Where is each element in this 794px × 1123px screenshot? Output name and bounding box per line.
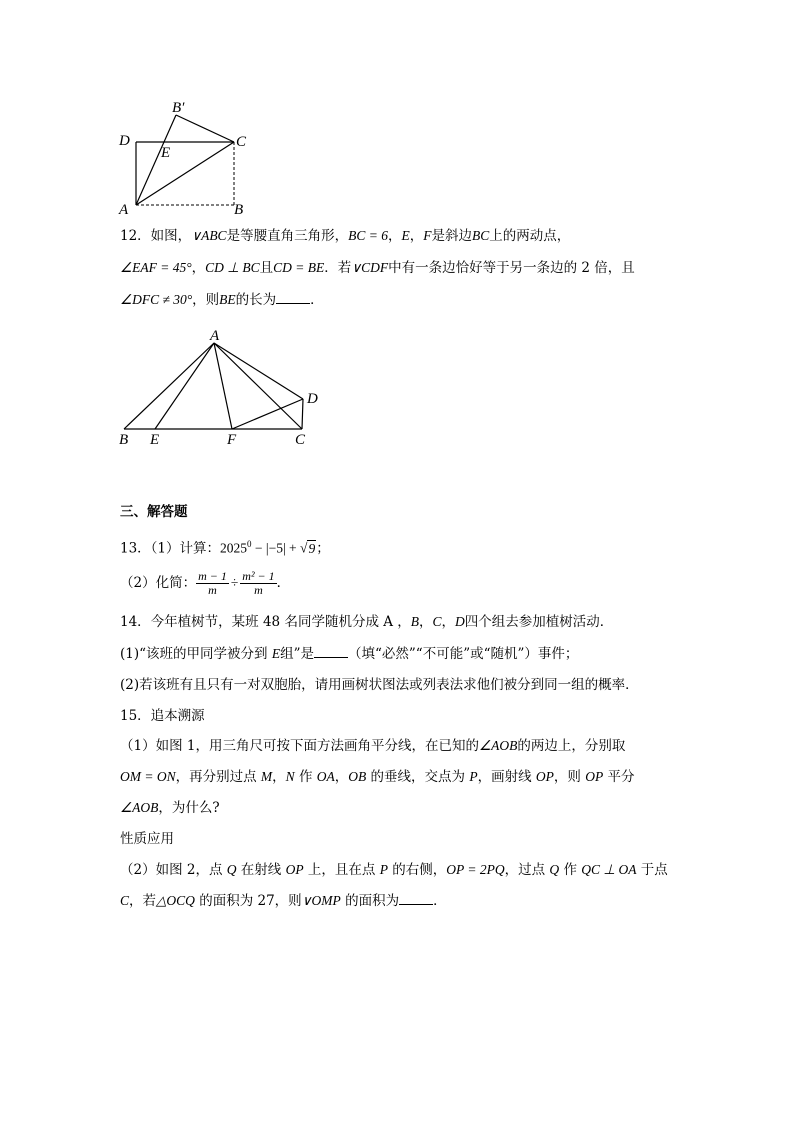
text: ． bbox=[276, 575, 291, 591]
section-3-heading: 三、解答题 bbox=[120, 504, 188, 520]
q15-title: 15．追本溯源 bbox=[120, 708, 205, 724]
math-sqrt-9: 9 bbox=[308, 540, 316, 556]
text: ， bbox=[191, 260, 206, 276]
text: 的两边上，分别取 bbox=[517, 738, 626, 754]
text: 的右侧， bbox=[387, 862, 447, 878]
answer-blank bbox=[276, 291, 310, 304]
math-f: F bbox=[423, 228, 432, 243]
math-op: OP bbox=[285, 862, 304, 877]
q14-part-2: (2)若该班有且只有一对双胞胎，请用画树状图法或列表法求他们被分到同一组的概率． bbox=[120, 677, 639, 693]
q14-part-1 bbox=[120, 644, 578, 664]
label-c: C bbox=[236, 134, 247, 150]
text: ，再分别过点 bbox=[175, 769, 261, 785]
text: ， bbox=[409, 228, 424, 244]
figure-rectangle-fold bbox=[110, 95, 260, 220]
math-angle-dfc: ∠DFC ≠ 30° bbox=[120, 292, 193, 307]
figure-triangle-abc bbox=[110, 325, 330, 450]
math-bc-6: BC = 6 bbox=[348, 228, 388, 243]
math-c: C bbox=[120, 893, 130, 908]
text: ， bbox=[441, 614, 456, 630]
text: 是斜边 bbox=[431, 228, 472, 244]
math-c: C bbox=[432, 614, 442, 629]
text: 在射线 bbox=[236, 862, 286, 878]
text: ，为什么? bbox=[158, 800, 220, 816]
fraction-denominator: m bbox=[254, 583, 263, 597]
text: 上的两动点， bbox=[489, 228, 571, 244]
text: 是等腰直角三角形， bbox=[226, 228, 349, 244]
math-p: P bbox=[469, 769, 478, 784]
math-om-eq-on: OM = ON bbox=[120, 769, 176, 784]
text: （1）如图 1，用三角尺可按下面方法画角平分线，在已知的 bbox=[120, 738, 479, 754]
text: （填“必然”“不可能”或“随机”）事件； bbox=[347, 646, 579, 662]
text: ，则 bbox=[192, 292, 220, 308]
math-be: BE bbox=[219, 292, 236, 307]
math-oa: OA bbox=[316, 769, 335, 784]
math-op: OP bbox=[535, 769, 554, 784]
text: 于点 bbox=[636, 862, 668, 878]
q15-p2-line-2 bbox=[120, 891, 447, 911]
math-e: E bbox=[401, 228, 410, 243]
label-e: E bbox=[161, 145, 171, 161]
math-q: Q bbox=[549, 862, 560, 877]
math-qc-perp-oa: QC ⊥ OA bbox=[581, 862, 637, 877]
segment-ad bbox=[214, 343, 303, 399]
segment-cd bbox=[302, 399, 303, 429]
segment-ae bbox=[155, 343, 214, 429]
text: 上，且在点 bbox=[303, 862, 380, 878]
text: 且 bbox=[259, 260, 274, 276]
text: ． bbox=[433, 893, 447, 909]
fraction-numerator: m² − 1 bbox=[242, 569, 275, 583]
segment-ac bbox=[214, 343, 302, 429]
label-c: C bbox=[295, 432, 306, 448]
math-n: N bbox=[285, 769, 295, 784]
q15-p1-line-1 bbox=[120, 736, 625, 756]
text: 四个组去参加植树活动． bbox=[464, 614, 614, 630]
math-triangle-ocq: △OCQ bbox=[156, 893, 195, 908]
fraction-numerator: m − 1 bbox=[198, 569, 227, 583]
segment-fd bbox=[232, 399, 303, 429]
q15-p2-line-1 bbox=[120, 860, 668, 880]
text: ，若 bbox=[129, 893, 157, 909]
math-abs-5: − |−5| + bbox=[251, 540, 301, 556]
label-b: B bbox=[234, 202, 244, 218]
math-e: E bbox=[271, 646, 281, 661]
math-b: B bbox=[410, 614, 420, 629]
text: 的面积为 27，则 bbox=[194, 893, 302, 909]
text: ， bbox=[334, 769, 349, 785]
segment-ac bbox=[136, 142, 234, 205]
text: ． bbox=[310, 292, 324, 308]
q13-part-2 bbox=[120, 568, 290, 598]
text: 中有一条边恰好等于另一条边的 2 倍，且 bbox=[388, 260, 635, 276]
label-d: D bbox=[119, 133, 130, 149]
math-ob: OB bbox=[348, 769, 367, 784]
text: ，过点 bbox=[504, 862, 550, 878]
fraction-denominator: m bbox=[208, 583, 217, 597]
math-triangle-abc: ∨ABC bbox=[191, 228, 227, 243]
math-triangle-cdf: ∨CDF bbox=[351, 260, 389, 275]
answer-blank bbox=[399, 892, 433, 905]
text: 作 bbox=[559, 862, 582, 878]
text: ， bbox=[419, 614, 433, 630]
q12-number: 12．如图， bbox=[120, 228, 192, 244]
q14-intro bbox=[120, 612, 613, 632]
text: ，画射线 bbox=[477, 769, 536, 785]
math-cd-eq-be: CD = BE bbox=[273, 260, 325, 275]
label-f: F bbox=[227, 432, 237, 448]
answer-blank bbox=[314, 645, 348, 658]
text: （2）如图 2，点 bbox=[120, 862, 227, 878]
math-exponent-0: 0 bbox=[247, 539, 252, 549]
text: (1)“该班的甲同学被分到 bbox=[120, 646, 272, 662]
text: 13．（1）计算： bbox=[120, 540, 221, 557]
segment-b-prime-c bbox=[176, 115, 234, 142]
q12-line-3 bbox=[120, 290, 324, 310]
label-b-prime: B′ bbox=[172, 100, 185, 116]
label-e: E bbox=[150, 432, 160, 448]
math-triangle-omp: ∨OMP bbox=[301, 893, 341, 908]
math-angle-eaf: ∠EAF = 45° bbox=[120, 260, 192, 275]
label-b: B bbox=[119, 432, 129, 448]
math-angle-aob: ∠AOB bbox=[120, 800, 159, 815]
math-op-eq-2pq: OP = 2PQ bbox=[446, 862, 505, 877]
math-m: M bbox=[260, 769, 273, 784]
q15-p1-line-2 bbox=[120, 767, 635, 787]
label-a: A bbox=[119, 202, 129, 218]
text: ，则 bbox=[553, 769, 586, 785]
text: ， bbox=[387, 228, 402, 244]
label-a: A bbox=[210, 328, 220, 344]
segment-af bbox=[214, 343, 232, 429]
text: ．若 bbox=[324, 260, 352, 276]
text: ； bbox=[316, 540, 330, 557]
q12-line-2 bbox=[120, 258, 635, 278]
q15-p1-line-3 bbox=[120, 798, 220, 818]
math-q: Q bbox=[226, 862, 237, 877]
math-p: P bbox=[379, 862, 388, 877]
fraction-2 bbox=[240, 570, 276, 597]
text: （2）化简： bbox=[120, 575, 197, 591]
math-2025: 2025 bbox=[220, 540, 248, 556]
math-d: D bbox=[455, 614, 465, 629]
math-op: OP bbox=[585, 769, 604, 784]
text: 的垂线，交点为 bbox=[366, 769, 470, 785]
text: 的面积为 bbox=[340, 893, 400, 909]
text: 组”是 bbox=[280, 646, 314, 662]
q12-line-1 bbox=[120, 226, 570, 246]
text: 的长为 bbox=[235, 292, 277, 308]
text: ， bbox=[272, 769, 286, 785]
math-angle-aob: ∠AOB bbox=[478, 738, 518, 753]
text: 作 bbox=[294, 769, 317, 785]
text: 14．今年植树节，某班 48 名同学随机分成 A ， bbox=[120, 614, 411, 630]
q15-section-label: 性质应用 bbox=[120, 831, 174, 847]
fraction-1 bbox=[196, 570, 229, 597]
q13-part-1: 13．（1）计算：$2025^0 - |-5| + √9$； bbox=[120, 539, 330, 557]
math-bc: BC bbox=[471, 228, 490, 243]
label-d: D bbox=[307, 391, 318, 407]
segment-ab bbox=[124, 343, 214, 429]
math-cd-perp-bc: CD ⊥ BC bbox=[205, 260, 260, 275]
text: 平分 bbox=[603, 769, 635, 785]
math-divide: ÷ bbox=[230, 575, 239, 590]
